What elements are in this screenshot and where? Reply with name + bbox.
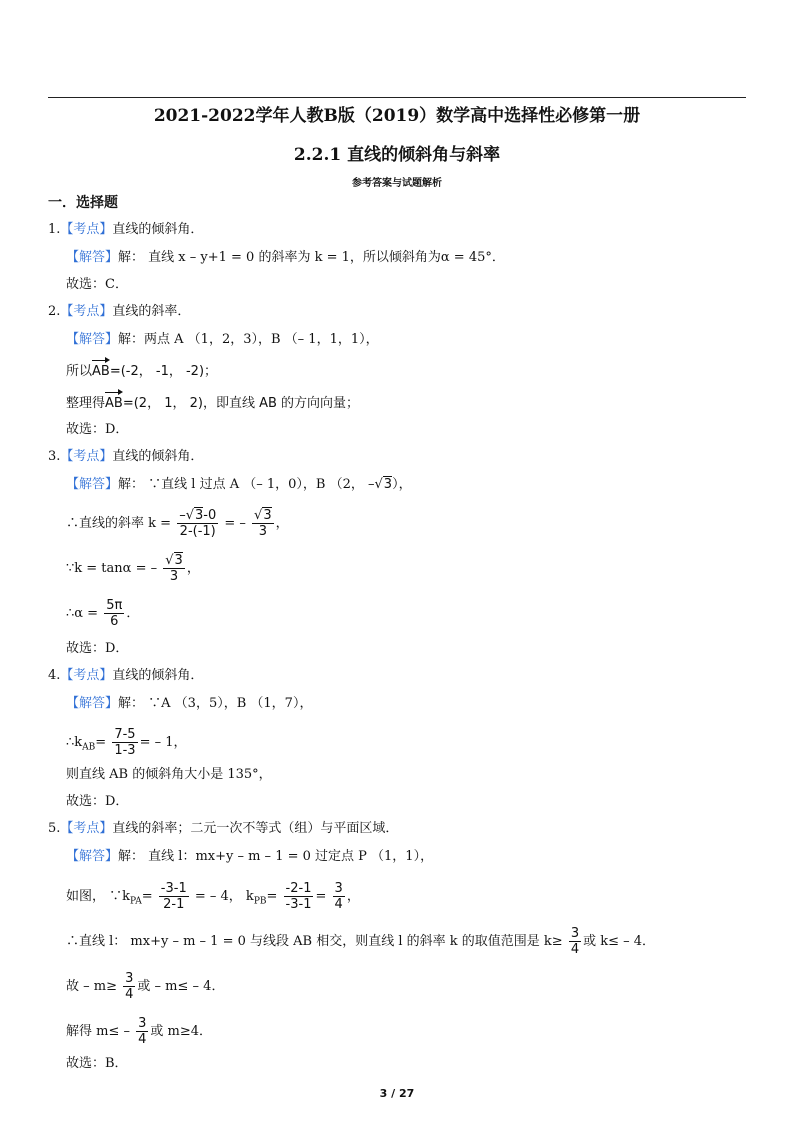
problem-4-choice: 故选：D． (66, 794, 129, 809)
problem-3-choice: 故选：D． (66, 641, 129, 656)
fraction: $\frac{-3-1}{2-1}$ (160, 881, 187, 912)
answer-tag: 【解答】 (66, 332, 119, 347)
fraction: $\frac{-√3-0}{2-(-1)}$ (179, 508, 217, 539)
answer-tag: 【解答】 (66, 477, 119, 492)
problem-2-line-3: 整理得AB=(2， 1， 2)，即直线 AB 的方向向量； (66, 390, 359, 413)
header-rule (48, 97, 746, 98)
problem-2-line-2: 所以AB=(-2， -1， -2)； (66, 358, 217, 381)
problem-1-answer: 【解答】解： 直线 x – y+1 = 0 的斜率为 k = 1，所以倾斜角为α = 45°． (66, 250, 505, 265)
problem-3-alpha: ∴α = $\frac{5\pi}{6}$ ． (66, 598, 140, 629)
problem-5-answer: 【解答】解： 直线 l：mx+y – m – 1 = 0 过定点 P （1，1）， (66, 849, 434, 864)
fraction: $\frac{√3}{3}$ (165, 553, 183, 584)
problem-5-range: ∴直线 l： mx+y – m – 1 = 0 与线段 AB 相交，则直线 l 的斜率 k 的取值范围是 k≥ $\frac{3}{4}$ 或 k≤ – 4． (66, 926, 656, 957)
problem-3-slope: ∴直线的斜率 k = $\frac{-√3-0}{2-(-1)}$ = – $\frac{√3}{3}$ ， (66, 508, 289, 539)
problem-4-angle: 则直线 AB 的倾斜角大小是 135°， (66, 767, 272, 782)
problem-3-answer: 【解答】解： ∵直线 l 过点 A （– 1，0），B （2， –√3）， (66, 477, 412, 492)
vector-ab: AB (92, 358, 110, 381)
subtitle: 参考答案与试题解析 (352, 178, 442, 189)
answer-tag: 【解答】 (66, 849, 119, 864)
problem-1-topic: 1.【考点】直线的倾斜角． (48, 222, 204, 237)
problem-3-tan: ∵k = tanα = – $\frac{√3}{3}$ ， (66, 553, 200, 584)
problem-4-topic: 4.【考点】直线的倾斜角． (48, 668, 204, 683)
problem-4-slope: $\therefore k_{AB}=$ $\frac{7-5}{1-3}$ = – 1， (66, 727, 187, 758)
fraction: $\frac{-2-1}{-3-1}$ (285, 881, 312, 912)
topic-tag: 【考点】 (60, 304, 113, 319)
topic-tag: 【考点】 (60, 449, 113, 464)
document-title: 2021-2022学年人教B版（2019）数学高中选择性必修第一册 (153, 106, 641, 126)
fraction: $\frac{3}{4}$ (334, 881, 343, 912)
answer-tag: 【解答】 (66, 696, 119, 711)
page-number: 3 / 27 (379, 1087, 415, 1100)
problem-2-choice: 故选：D． (66, 422, 129, 437)
problem-5-topic: 5.【考点】直线的斜率；二元一次不等式（组）与平面区域． (48, 821, 399, 836)
topic-tag: 【考点】 (60, 821, 113, 836)
lesson-title: 2.2.1 直线的倾斜角与斜率 (293, 145, 501, 165)
problem-4-answer: 【解答】解： ∵A （3，5），B （1，7）， (66, 696, 313, 711)
section-heading: 一．选择题 (48, 195, 118, 211)
fraction: $\frac{3}{4}$ (125, 971, 134, 1002)
topic-tag: 【考点】 (60, 222, 113, 237)
problem-3-topic: 3.【考点】直线的倾斜角． (48, 449, 204, 464)
answer-tag: 【解答】 (66, 250, 119, 265)
fraction: $\frac{3}{4}$ (570, 926, 580, 957)
problem-5-m-range: 故 – m≥ $\frac{3}{4}$ 或 – m≤ – 4． (66, 971, 225, 1002)
problem-5-solution: 解得 m≤ – $\frac{3}{4}$ 或 m≥4． (66, 1016, 213, 1047)
problem-2-answer: 【解答】解：两点 A （1，2，3），B （– 1，1，1）， (66, 332, 379, 347)
problem-5-slopes: 如图， $\because k_{PA}=$ $\frac{-3-1}{2-1}$ = – 4， $k_{PB}=$ $\frac{-2-1}{-3-1}$ = $\frac{3}{4}$ ， (66, 881, 360, 912)
fraction: $\frac{√3}{3}$ (254, 508, 272, 539)
problem-2-topic: 2.【考点】直线的斜率． (48, 304, 191, 319)
fraction: $\frac{7-5}{1-3}$ (114, 727, 136, 758)
topic-tag: 【考点】 (60, 668, 113, 683)
problem-5-choice: 故选：B． (66, 1056, 128, 1071)
fraction: $\frac{3}{4}$ (138, 1016, 147, 1047)
fraction: $\frac{5\pi}{6}$ (106, 598, 123, 629)
vector-ab: AB (105, 390, 123, 413)
problem-1-choice: 故选：C． (66, 277, 128, 292)
